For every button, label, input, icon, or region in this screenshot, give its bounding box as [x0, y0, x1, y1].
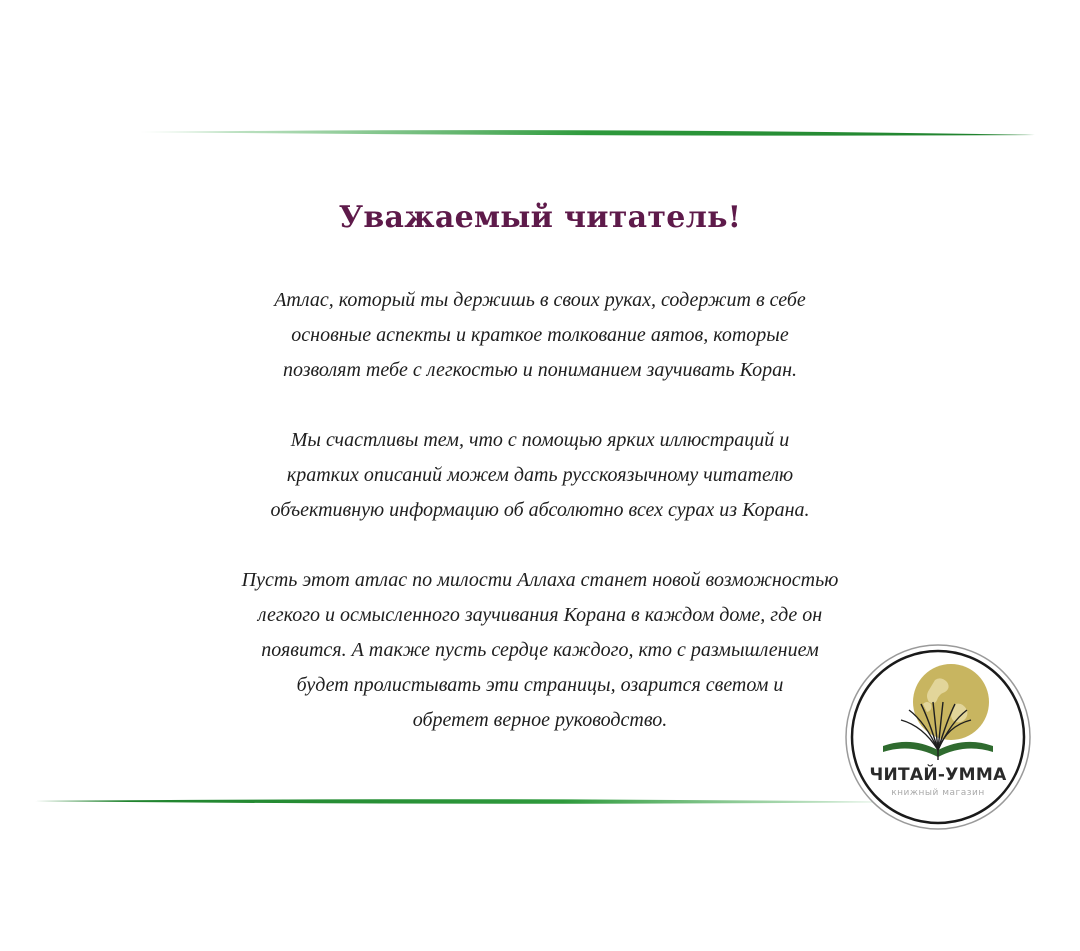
- text-line: появится. А также пусть сердце каждого, кто с размышлением: [261, 639, 819, 661]
- text-line: легкого и осмысленного заучивания Корана в каждом доме, где он: [257, 604, 823, 626]
- paragraph-1: [180, 283, 900, 388]
- text-line: Мы счастливы тем, что с помощью ярких иллюстраций и: [290, 429, 790, 451]
- store-logo-icon: [843, 642, 1033, 832]
- text-line: основные аспекты и краткое толкование аятов, которые: [291, 324, 789, 346]
- text-line: будет пролистывать эти страницы, озарится светом и: [296, 674, 784, 696]
- store-logo-stamp: [843, 642, 1033, 832]
- text-line: обретет верное руководство.: [412, 709, 668, 731]
- text-line: кратких описаний можем дать русскоязычному читателю: [286, 464, 794, 486]
- store-subtitle: книжный магазин: [891, 788, 985, 798]
- text-line: Пусть этот атлас по милости Аллаха станет новой возможностью: [241, 569, 839, 591]
- paragraph-2: [180, 423, 900, 528]
- text-line: объективную информацию об абсолютно всех сурах из Корана.: [270, 499, 810, 521]
- text-line: Атлас, который ты держишь в своих руках, содержит в себе: [274, 289, 806, 311]
- page-title: Уважаемый читатель!: [338, 200, 742, 235]
- store-name: ЧИТАЙ-УММА: [869, 765, 1007, 785]
- top-green-divider: [140, 124, 1035, 144]
- bottom-green-divider: [35, 792, 915, 812]
- letter-body: [180, 283, 900, 773]
- text-line: позволят тебе с легкостью и пониманием заучивать Коран.: [282, 359, 798, 381]
- paragraph-3: [180, 563, 900, 738]
